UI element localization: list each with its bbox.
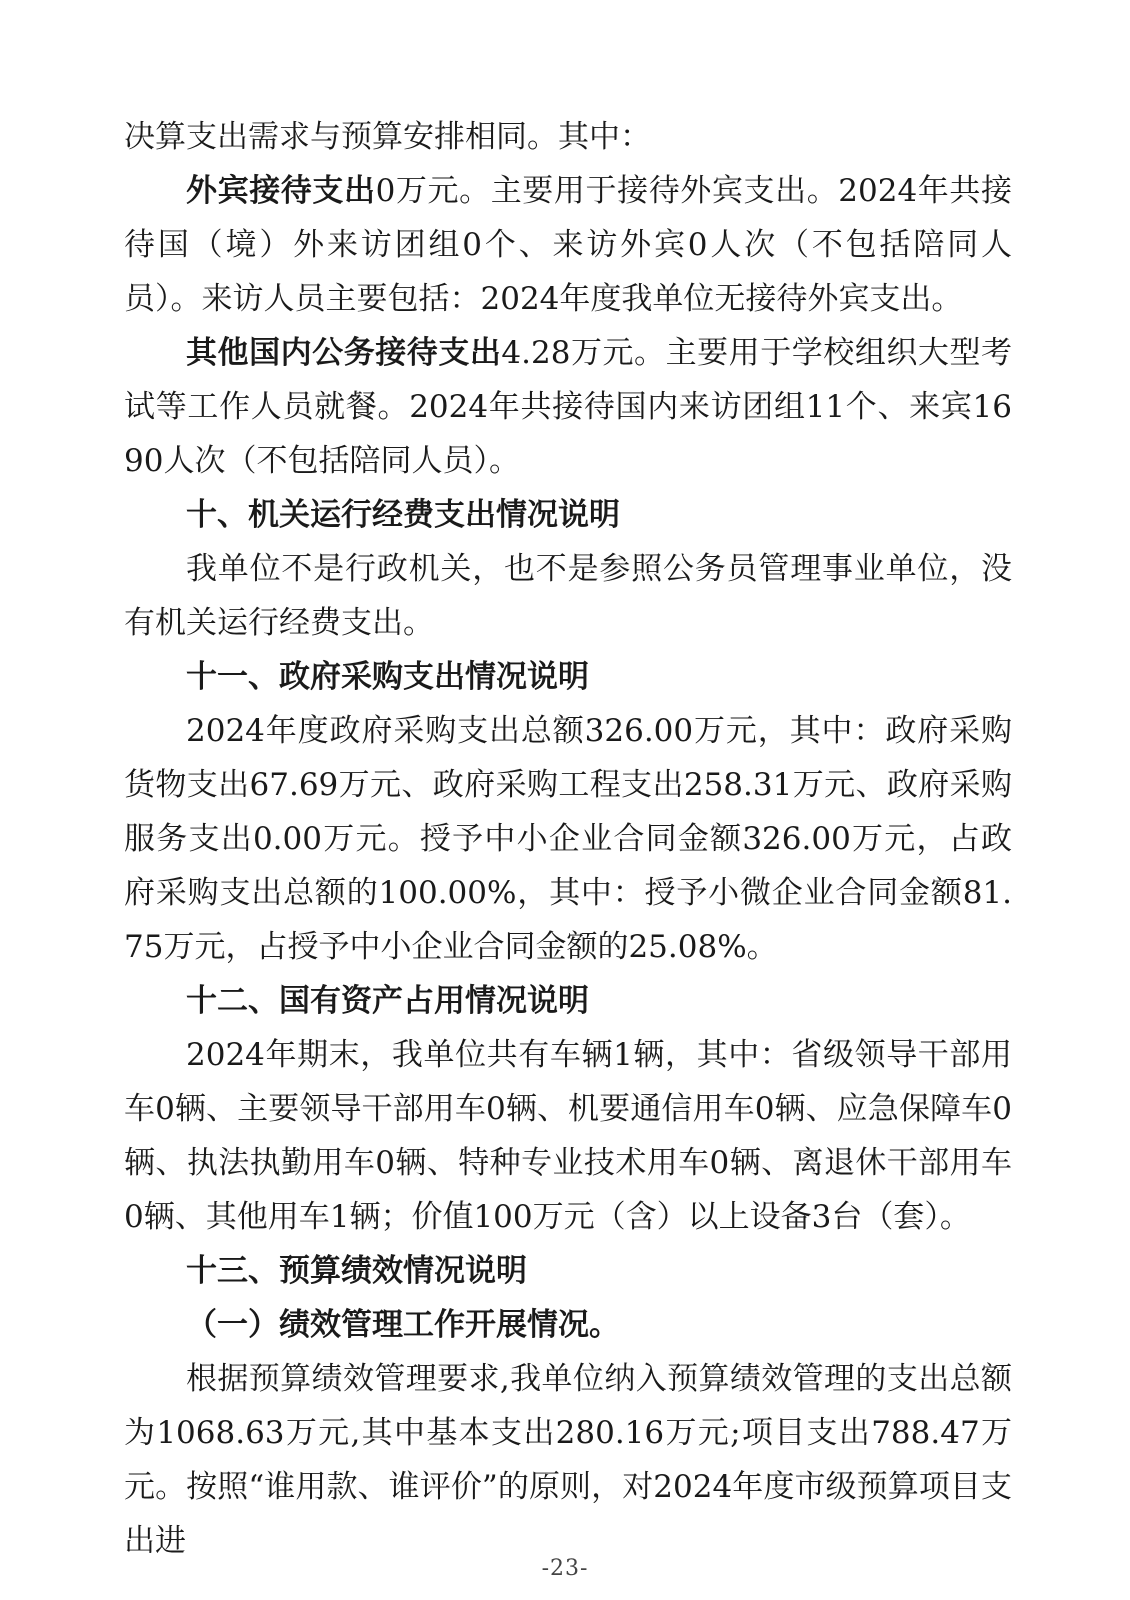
bold-lead-foreign-guest: 外宾接待支出 <box>186 173 376 209</box>
heading-section-13-budget-performance: 十三、预算绩效情况说明 <box>186 1253 527 1289</box>
page-number: -23- <box>541 1556 589 1581</box>
paragraph-text: 0万元。主要用于接待外宾支出。2024年共接待国（境）外来访团组0个、来访外宾0人次（不包括陪同人员）。来访人员主要包括：2024年度我单位无接待外宾支出。 <box>124 173 1012 317</box>
paragraph-text: 4.28万元。主要用于学校组织大型考试等工作人员就餐。2024年共接待国内来访团组11个、来宾1690人次（不包括陪同人员）。 <box>124 335 1012 479</box>
bold-lead-domestic-reception: 其他国内公务接待支出 <box>186 335 502 371</box>
subheading-13-1-performance-management: （一）绩效管理工作开展情况。 <box>186 1307 620 1343</box>
paragraph-foreign-guest-reception <box>124 164 1012 326</box>
document-body <box>124 110 1012 1568</box>
paragraph-continuation: 决算支出需求与预算安排相同。其中： <box>124 119 651 155</box>
paragraph-performance-management: 根据预算绩效管理要求,我单位纳入预算绩效管理的支出总额为1068.63万元,其中基本支出280.16万元;项目支出788.47万元。按照“谁用款、谁评价”的原则，对2024年度市级预算项目支出进 <box>124 1361 1012 1559</box>
heading-section-11-government-procurement: 十一、政府采购支出情况说明 <box>186 659 589 695</box>
heading-section-10-operating-funds: 十、机关运行经费支出情况说明 <box>186 497 620 533</box>
paragraph-section-10-operating-funds: 我单位不是行政机关，也不是参照公务员管理事业单位，没有机关运行经费支出。 <box>124 551 1012 641</box>
paragraph-section-12-state-assets: 2024年期末，我单位共有车辆1辆，其中：省级领导干部用车0辆、主要领导干部用车0辆、机要通信用车0辆、应急保障车0辆、执法执勤用车0辆、特种专业技术用车0辆、离退休干部用车0辆、其他用车1辆；价值100万元（含）以上设备3台（套）。 <box>124 1037 1012 1235</box>
paragraph-section-11-government-procurement: 2024年度政府采购支出总额326.00万元，其中：政府采购货物支出67.69万元、政府采购工程支出258.31万元、政府采购服务支出0.00万元。授予中小企业合同金额326.00万元，占政府采购支出总额的100.00%，其中：授予小微企业合同金额81.75万元，占授予中小企业合同金额的25.08%。 <box>124 713 1012 965</box>
paragraph-domestic-official-reception <box>124 326 1012 488</box>
heading-section-12-state-assets: 十二、国有资产占用情况说明 <box>186 983 589 1019</box>
